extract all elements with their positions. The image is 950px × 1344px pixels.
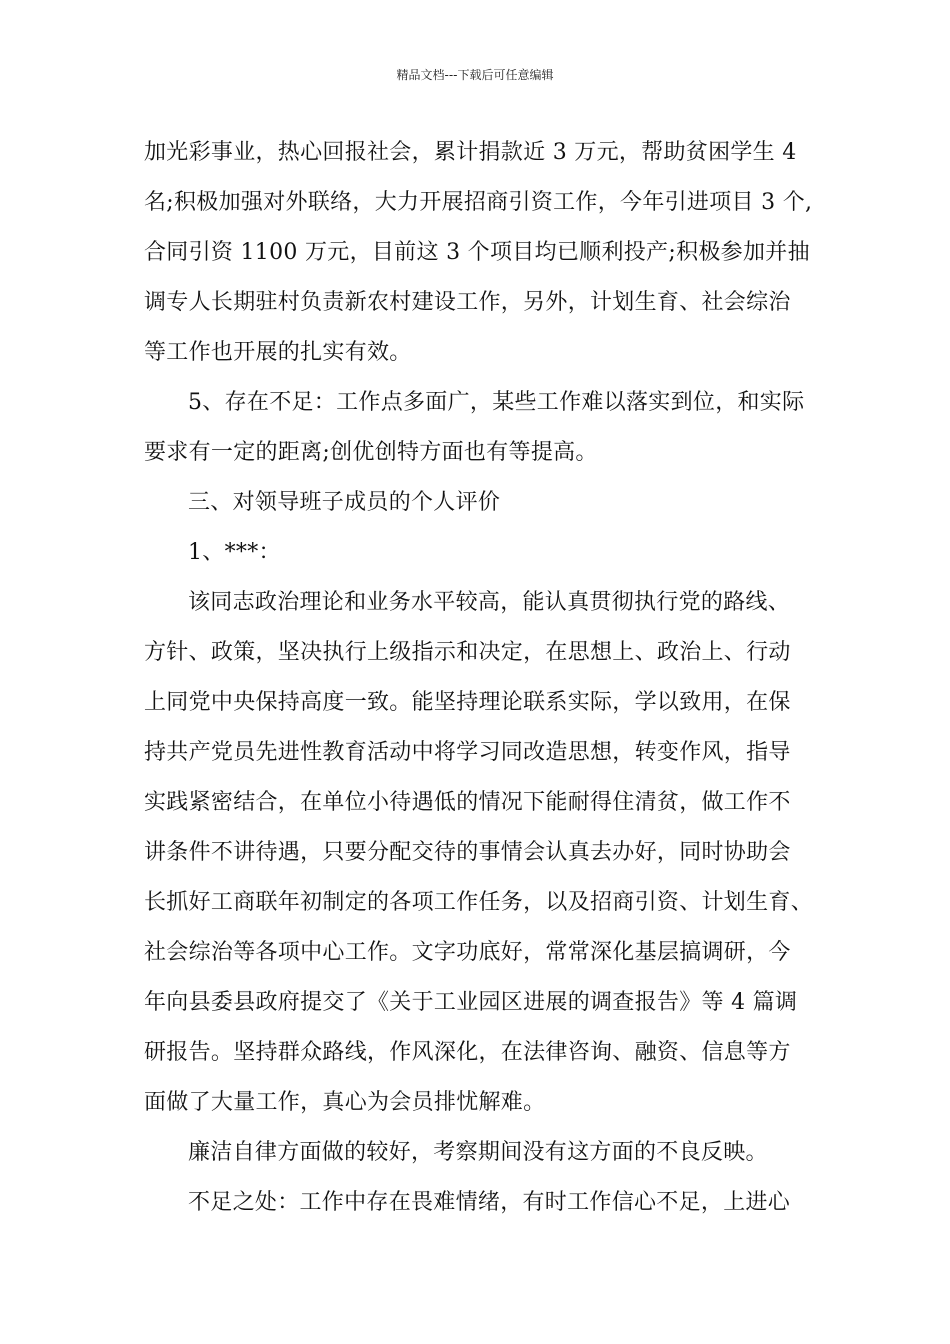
text-line: 长抓好工商联年初制定的各项工作任务，以及招商引资、计划生育、 <box>144 890 814 915</box>
document-body <box>144 128 824 1228</box>
text-line: 5、存在不足：工作点多面广，某些工作难以落实到位，和实际 <box>188 390 805 415</box>
page-header: 精品文档---下载后可任意编辑 <box>396 68 554 82</box>
text-line: 调专人长期驻村负责新农村建设工作，另外，计划生育、社会综治 <box>144 290 791 315</box>
text-line: 要求有一定的距离;创优创特方面也有等提高。 <box>144 440 598 465</box>
text-line: 年向县委县政府提交了《关于工业园区进展的调查报告》等 4 篇调 <box>144 990 798 1015</box>
subsection-heading: 1、***： <box>188 540 281 565</box>
text-line: 加光彩事业，热心回报社会，累计捐款近 3 万元，帮助贫困学生 4 <box>144 140 797 165</box>
text-line: 实践紧密结合，在单位小待遇低的情况下能耐得住清贫，做工作不 <box>144 790 791 815</box>
text-line: 廉洁自律方面做的较好，考察期间没有这方面的不良反映。 <box>188 1140 768 1165</box>
text-line: 等工作也开展的扎实有效。 <box>144 340 412 365</box>
text-line: 持共产党员先进性教育活动中将学习同改造思想，转变作风，指导 <box>144 740 791 765</box>
text-line: 讲条件不讲待遇，只要分配交待的事情会认真去办好，同时协助会 <box>144 840 791 865</box>
text-line: 名;积极加强对外联络，大力开展招商引资工作，今年引进项目 3 个, <box>144 190 813 215</box>
text-line: 方针、政策，坚决执行上级指示和决定，在思想上、政治上、行动 <box>144 640 791 665</box>
text-line: 合同引资 1100 万元，目前这 3 个项目均已顺利投产;积极参加并抽 <box>144 240 810 265</box>
text-line: 上同党中央保持高度一致。能坚持理论联系实际，学以致用，在保 <box>144 690 791 715</box>
text-line: 研报告。坚持群众路线，作风深化，在法律咨询、融资、信息等方 <box>144 1040 791 1065</box>
section-heading: 三、对领导班子成员的个人评价 <box>188 490 501 515</box>
text-line: 面做了大量工作，真心为会员排忧解难。 <box>144 1090 546 1115</box>
text-line: 社会综治等各项中心工作。文字功底好，常常深化基层搞调研，今 <box>144 940 791 965</box>
text-line: 不足之处：工作中存在畏难情绪，有时工作信心不足，上进心 <box>188 1190 791 1215</box>
text-line: 该同志政治理论和业务水平较高，能认真贯彻执行党的路线、 <box>188 590 791 615</box>
